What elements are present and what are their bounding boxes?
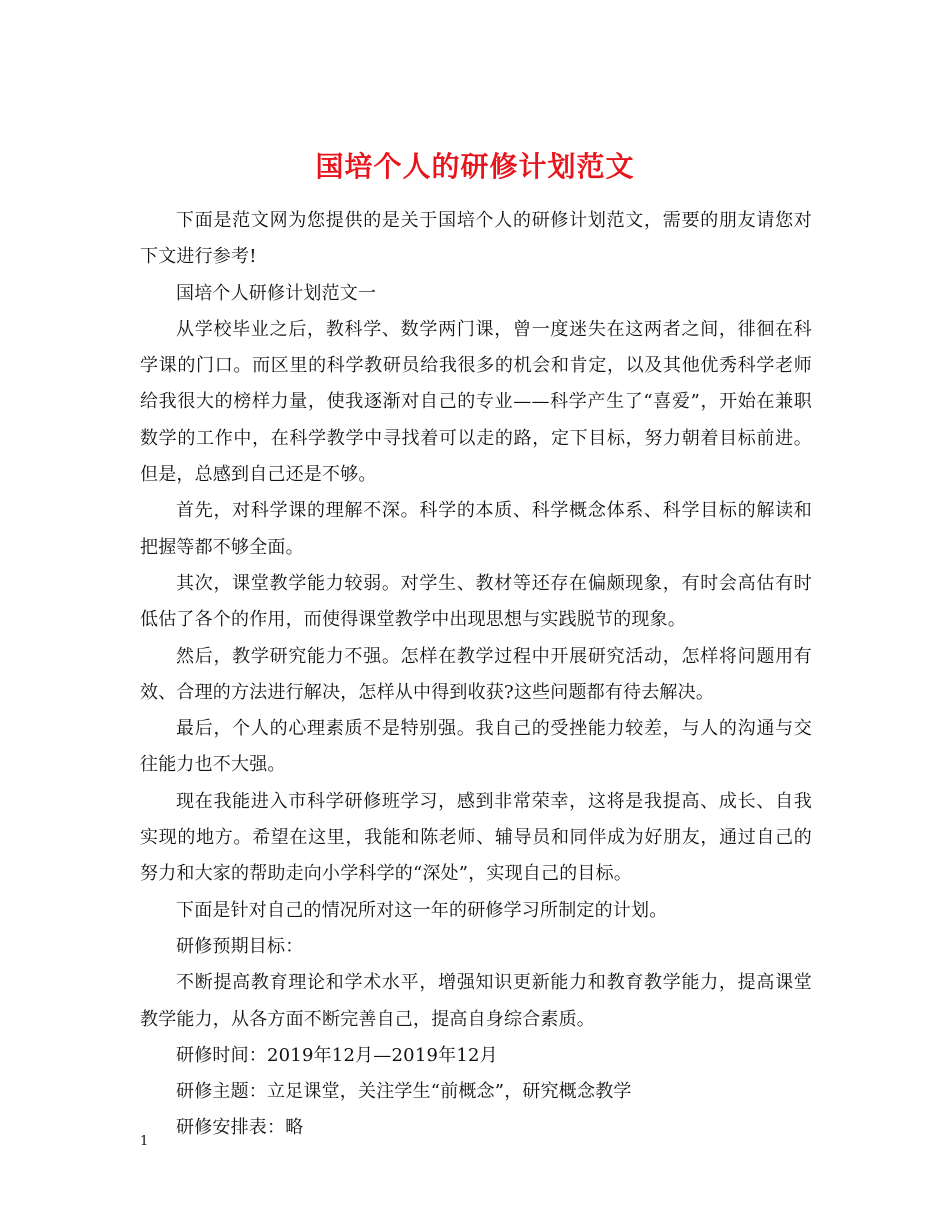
study-schedule: 研修安排表：略	[176, 1117, 304, 1139]
study-time: 研修时间：2019年12月—2019年12月	[176, 1044, 498, 1066]
body-paragraph: 现在我能进入市科学研修班学习，感到非常荣幸，这将是我提高、成长、自我实现的地方。希望在这里，我能和陈老师、辅导员和同伴成为好朋友，通过自己的努力和大家的帮助走向小学科学的“深处”，实现自己的目标。	[140, 790, 812, 885]
section-heading: 国培个人研修计划范文一	[176, 282, 377, 304]
body-paragraph: 下面是针对自己的情况所对这一年的研修学习所制定的计划。	[176, 899, 668, 921]
goal-paragraph: 不断提高教育理论和学术水平，增强知识更新能力和教育教学能力，提高课堂教学能力，从各方面不断完善自己，提高自身综合素质。	[140, 972, 812, 1030]
intro-paragraph: 下面是范文网为您提供的是关于国培个人的研修计划范文，需要的朋友请您对下文进行参考!	[140, 210, 812, 268]
body-paragraph: 然后，教学研究能力不强。怎样在教学过程中开展研究活动，怎样将问题用有效、合理的方法进行解决，怎样从中得到收获?这些问题都有待去解决。	[140, 645, 812, 703]
document-body	[140, 203, 812, 1147]
study-theme: 研修主题：立足课堂，关注学生“前概念”，研究概念教学	[176, 1081, 632, 1103]
body-paragraph: 最后，个人的心理素质不是特别强。我自己的受挫能力较差，与人的沟通与交往能力也不大强。	[140, 718, 812, 776]
document-title: 国培个人的研修计划范文	[315, 149, 635, 183]
page-number: 1	[140, 1134, 149, 1149]
body-paragraph: 首先，对科学课的理解不深。科学的本质、科学概念体系、科学目标的解读和把握等都不够全面。	[140, 500, 812, 558]
body-paragraph: 从学校毕业之后，教科学、数学两门课，曾一度迷失在这两者之间，徘徊在科学课的门口。而区里的科学教研员给我很多的机会和肯定，以及其他优秀科学老师给我很大的榜样力量，使我逐渐对自己的专业——科学产生了“喜爱”，开始在兼职数学的工作中，在科学教学中寻找着可以走的路，定下目标，努力朝着目标前进。但是，总感到自己还是不够。	[140, 318, 812, 486]
body-paragraph: 其次，课堂教学能力较弱。对学生、教材等还存在偏颇现象，有时会高估有时低估了各个的作用，而使得课堂教学中出现思想与实践脱节的现象。	[140, 572, 812, 631]
goal-heading: 研修预期目标：	[176, 935, 304, 957]
